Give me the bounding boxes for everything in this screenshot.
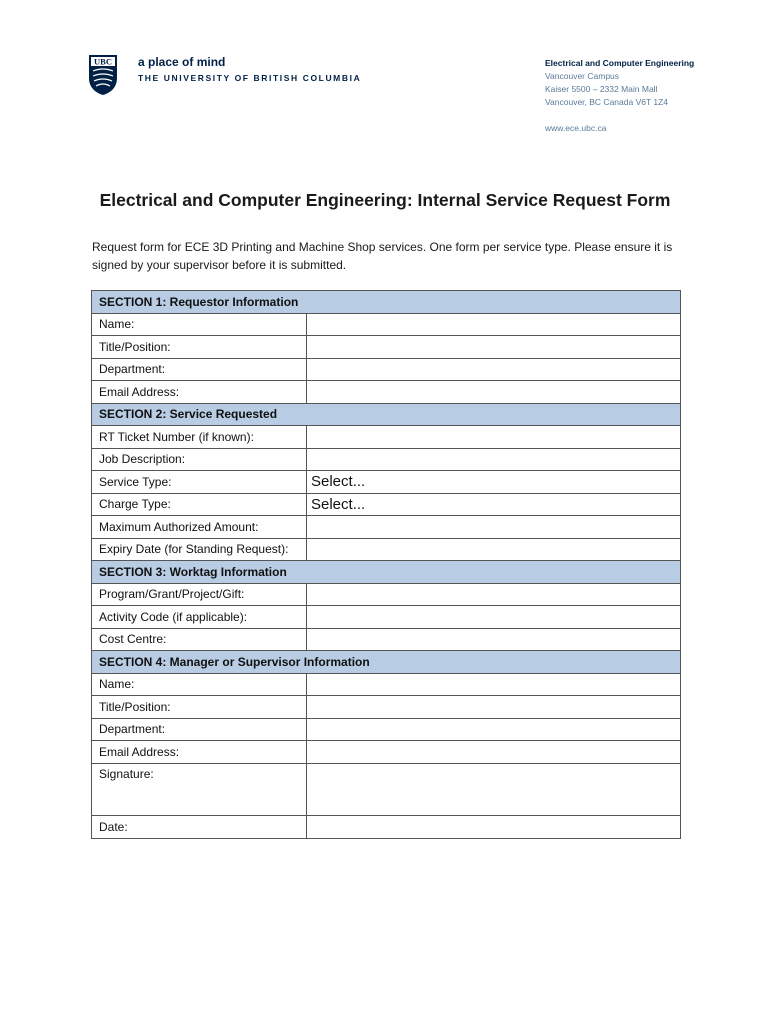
form-row (92, 539, 680, 562)
rt-ticket-label: RT Ticket Number (if known): (92, 426, 307, 448)
form-row (92, 741, 680, 764)
requestor-name-label: Name: (92, 314, 307, 336)
requestor-department-label: Department: (92, 359, 307, 381)
section-4-heading: SECTION 4: Manager or Supervisor Information (92, 651, 680, 674)
section-2-heading: SECTION 2: Service Requested (92, 404, 680, 427)
signature-field[interactable] (307, 764, 680, 815)
job-description-field[interactable] (307, 449, 680, 471)
job-description-label: Job Description: (92, 449, 307, 471)
program-label: Program/Grant/Project/Gift: (92, 584, 307, 606)
university-name: THE UNIVERSITY OF BRITISH COLUMBIA (138, 73, 362, 83)
expiry-date-label: Expiry Date (for Standing Request): (92, 539, 307, 561)
form-title: Electrical and Computer Engineering: Internal Service Request Form (99, 190, 671, 210)
form-row (92, 816, 680, 839)
form-row (92, 719, 680, 742)
form-row (92, 606, 680, 629)
form-row (92, 426, 680, 449)
city-address: Vancouver, BC Canada V6T 1Z4 (545, 97, 669, 107)
service-type-label: Service Type: (92, 471, 307, 493)
request-form-table (91, 290, 681, 839)
supervisor-department-field[interactable] (307, 719, 680, 741)
supervisor-name-label: Name: (92, 674, 307, 696)
form-row (92, 696, 680, 719)
supervisor-title-label: Title/Position: (92, 696, 307, 718)
requestor-title-field[interactable] (307, 336, 680, 358)
max-amount-label: Maximum Authorized Amount: (92, 516, 307, 538)
supervisor-email-field[interactable] (307, 741, 680, 763)
supervisor-department-label: Department: (92, 719, 307, 741)
activity-code-label: Activity Code (if applicable): (92, 606, 307, 628)
requestor-email-label: Email Address: (92, 381, 307, 403)
tagline: a place of mind (138, 55, 226, 69)
cost-centre-field[interactable] (307, 629, 680, 651)
supervisor-email-label: Email Address: (92, 741, 307, 763)
requestor-name-field[interactable] (307, 314, 680, 336)
street-address: Kaiser 5500 – 2332 Main Mall (545, 84, 658, 94)
form-row (92, 314, 680, 337)
department-address (545, 57, 694, 135)
form-row (92, 359, 680, 382)
form-row (92, 494, 680, 517)
date-label: Date: (92, 816, 307, 839)
supervisor-name-field[interactable] (307, 674, 680, 696)
form-row (92, 674, 680, 697)
cost-centre-label: Cost Centre: (92, 629, 307, 651)
form-row (92, 516, 680, 539)
program-field[interactable] (307, 584, 680, 606)
requestor-email-field[interactable] (307, 381, 680, 403)
rt-ticket-field[interactable] (307, 426, 680, 448)
intro-text: Request form for ECE 3D Printing and Machine Shop services. One form per service type. Please ensure it is signed by your supervisor before it is submitted. (92, 240, 673, 272)
form-row (92, 471, 680, 494)
form-row (92, 629, 680, 652)
department-name: Electrical and Computer Engineering (545, 58, 695, 68)
website-link[interactable]: www.ece.ubc.ca (545, 123, 607, 133)
supervisor-title-field[interactable] (307, 696, 680, 718)
campus: Vancouver Campus (545, 71, 620, 81)
form-row (92, 381, 680, 404)
form-row (92, 449, 680, 472)
date-field[interactable] (307, 816, 680, 839)
service-type-select[interactable]: Select... (311, 473, 366, 491)
activity-code-field[interactable] (307, 606, 680, 628)
requestor-title-label: Title/Position: (92, 336, 307, 358)
max-amount-field[interactable] (307, 516, 680, 538)
form-row (92, 336, 680, 359)
form-row (92, 764, 680, 816)
requestor-department-field[interactable] (307, 359, 680, 381)
section-1-heading: SECTION 1: Requestor Information (92, 291, 680, 314)
charge-type-select[interactable]: Select... (311, 495, 366, 513)
logo-text: UBC (94, 56, 112, 67)
ubc-crest-logo (88, 54, 118, 96)
form-row (92, 584, 680, 607)
charge-type-label: Charge Type: (92, 494, 307, 516)
signature-label: Signature: (92, 764, 307, 815)
expiry-date-field[interactable] (307, 539, 680, 561)
section-3-heading: SECTION 3: Worktag Information (92, 561, 680, 584)
